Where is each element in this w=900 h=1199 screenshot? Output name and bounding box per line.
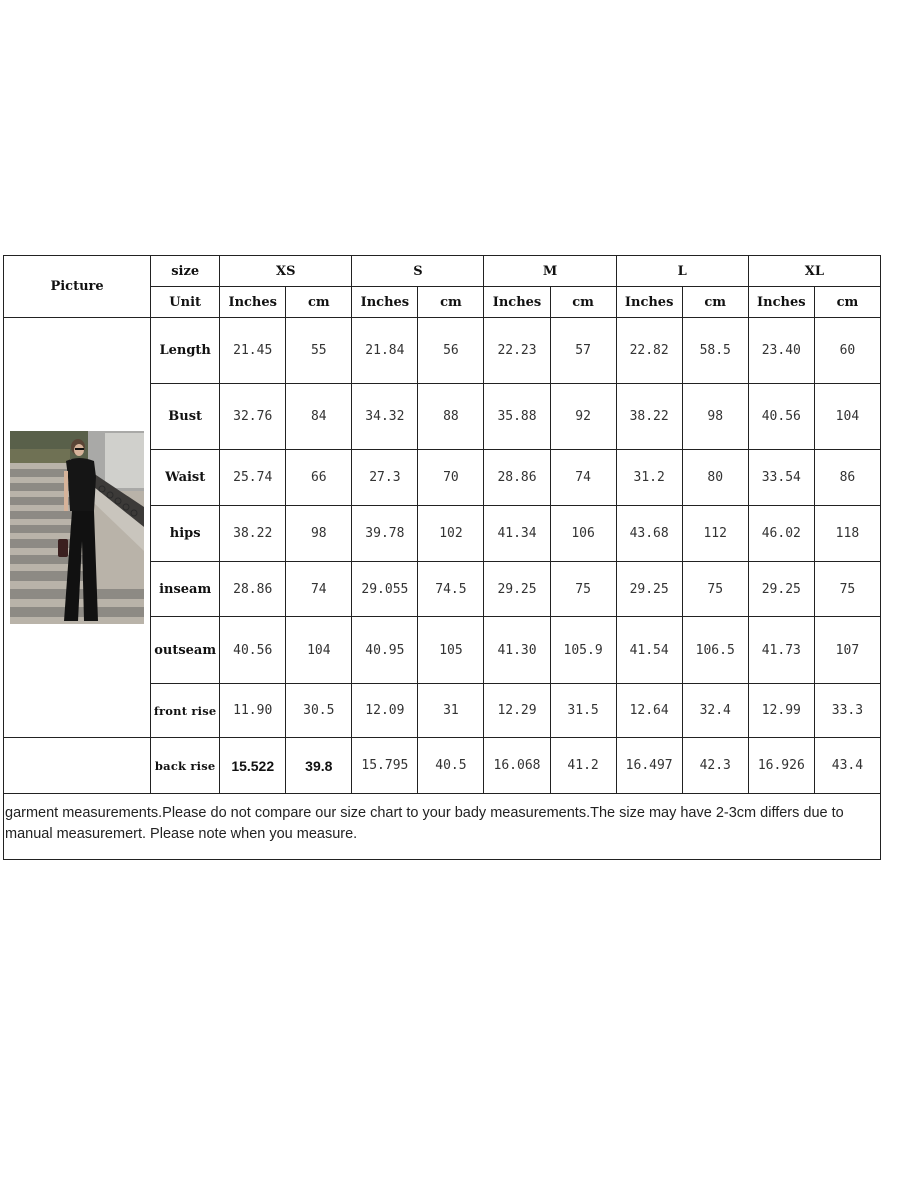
cell: 22.23 (484, 318, 550, 384)
cell: 41.30 (484, 617, 550, 684)
empty-cell (4, 738, 151, 794)
cell: 57 (550, 318, 616, 384)
cell: 105 (418, 617, 484, 684)
table-row (4, 738, 881, 794)
cell: 46.02 (748, 506, 814, 562)
size-chart-table (3, 255, 881, 860)
cell: 12.99 (748, 684, 814, 738)
cell: 75 (682, 562, 748, 617)
cell: 105.9 (550, 617, 616, 684)
cell: 29.25 (484, 562, 550, 617)
row-label: hips (151, 506, 220, 562)
cell: 42.3 (682, 738, 748, 794)
cell: 33.54 (748, 450, 814, 506)
cell: 15.795 (352, 738, 418, 794)
row-label: outseam (151, 617, 220, 684)
table-row (4, 318, 881, 384)
cell: 40.95 (352, 617, 418, 684)
measurement-note: garment measurements.Please do not compare our size chart to your bady measurements.The size may have 2-3cm differs due to manual measuremert. Please note when you measure. (4, 794, 881, 860)
cell: 80 (682, 450, 748, 506)
cell: 16.068 (484, 738, 550, 794)
unit-cm: cm (418, 287, 484, 318)
cell: 41.34 (484, 506, 550, 562)
size-xs-header: XS (220, 256, 352, 287)
row-label: Length (151, 318, 220, 384)
cell: 27.3 (352, 450, 418, 506)
cell: 29.25 (616, 562, 682, 617)
cell: 74 (286, 562, 352, 617)
size-s-header: S (352, 256, 484, 287)
cell: 38.22 (220, 506, 286, 562)
cell: 40.5 (418, 738, 484, 794)
unit-cm: cm (814, 287, 880, 318)
cell: 11.90 (220, 684, 286, 738)
cell: 29.25 (748, 562, 814, 617)
cell: 30.5 (286, 684, 352, 738)
cell: 60 (814, 318, 880, 384)
cell: 39.8 (286, 738, 352, 794)
product-photo-cell (4, 318, 151, 738)
cell: 58.5 (682, 318, 748, 384)
cell: 74.5 (418, 562, 484, 617)
row-label: Bust (151, 384, 220, 450)
cell: 21.84 (352, 318, 418, 384)
row-label: front rise (151, 684, 220, 738)
cell: 35.88 (484, 384, 550, 450)
size-l-header: L (616, 256, 748, 287)
cell: 112 (682, 506, 748, 562)
cell: 88 (418, 384, 484, 450)
cell: 21.45 (220, 318, 286, 384)
cell: 107 (814, 617, 880, 684)
cell: 15.522 (220, 738, 286, 794)
cell: 106.5 (682, 617, 748, 684)
cell: 32.4 (682, 684, 748, 738)
cell: 12.29 (484, 684, 550, 738)
row-label: inseam (151, 562, 220, 617)
size-label: size (151, 256, 220, 287)
cell: 74 (550, 450, 616, 506)
size-xl-header: XL (748, 256, 880, 287)
cell: 92 (550, 384, 616, 450)
cell: 39.78 (352, 506, 418, 562)
cell: 12.64 (616, 684, 682, 738)
cell: 28.86 (220, 562, 286, 617)
cell: 40.56 (220, 617, 286, 684)
cell: 75 (550, 562, 616, 617)
unit-cm: cm (286, 287, 352, 318)
cell: 16.497 (616, 738, 682, 794)
cell: 31.5 (550, 684, 616, 738)
cell: 104 (286, 617, 352, 684)
cell: 43.68 (616, 506, 682, 562)
cell: 106 (550, 506, 616, 562)
cell: 31 (418, 684, 484, 738)
cell: 75 (814, 562, 880, 617)
cell: 86 (814, 450, 880, 506)
cell: 29.055 (352, 562, 418, 617)
unit-inches: Inches (748, 287, 814, 318)
unit-cm: cm (682, 287, 748, 318)
row-label: Waist (151, 450, 220, 506)
cell: 56 (418, 318, 484, 384)
cell: 23.40 (748, 318, 814, 384)
cell: 34.32 (352, 384, 418, 450)
cell: 12.09 (352, 684, 418, 738)
unit-label: Unit (151, 287, 220, 318)
cell: 66 (286, 450, 352, 506)
note-row (4, 794, 881, 860)
unit-inches: Inches (220, 287, 286, 318)
cell: 31.2 (616, 450, 682, 506)
picture-header: Picture (4, 256, 151, 318)
cell: 98 (682, 384, 748, 450)
cell: 25.74 (220, 450, 286, 506)
unit-cm: cm (550, 287, 616, 318)
cell: 118 (814, 506, 880, 562)
unit-inches: Inches (616, 287, 682, 318)
cell: 32.76 (220, 384, 286, 450)
size-header-row (4, 256, 881, 287)
cell: 22.82 (616, 318, 682, 384)
cell: 41.2 (550, 738, 616, 794)
unit-inches: Inches (484, 287, 550, 318)
size-m-header: M (484, 256, 616, 287)
cell: 28.86 (484, 450, 550, 506)
cell: 98 (286, 506, 352, 562)
cell: 102 (418, 506, 484, 562)
cell: 70 (418, 450, 484, 506)
cell: 84 (286, 384, 352, 450)
cell: 43.4 (814, 738, 880, 794)
cell: 33.3 (814, 684, 880, 738)
cell: 38.22 (616, 384, 682, 450)
row-label: back rise (151, 738, 220, 794)
cell: 16.926 (748, 738, 814, 794)
cell: 104 (814, 384, 880, 450)
cell: 55 (286, 318, 352, 384)
cell: 40.56 (748, 384, 814, 450)
cell: 41.54 (616, 617, 682, 684)
unit-inches: Inches (352, 287, 418, 318)
cell: 41.73 (748, 617, 814, 684)
product-photo (10, 431, 144, 624)
